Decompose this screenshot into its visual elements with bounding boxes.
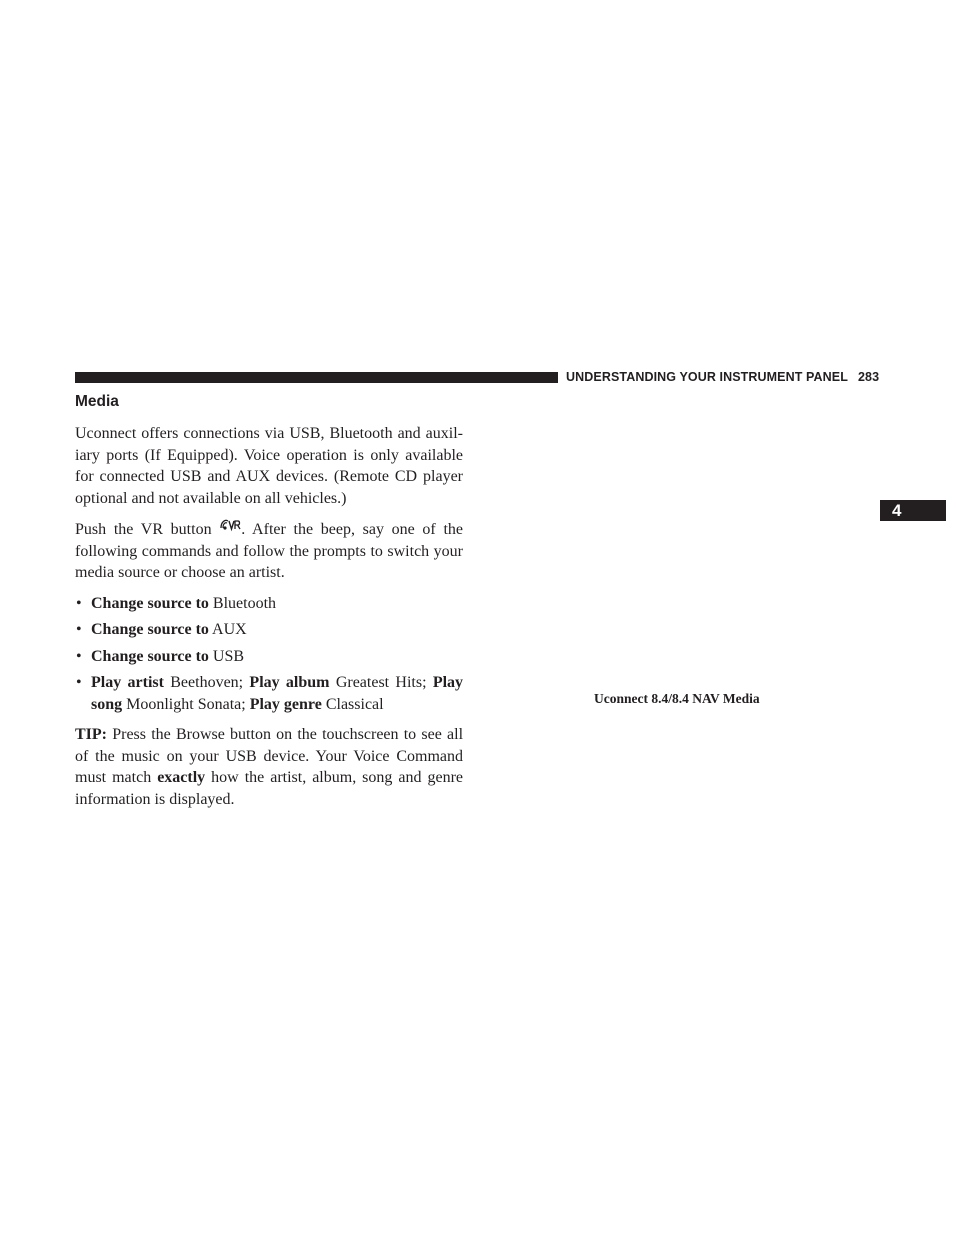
command-label: Change source to (91, 594, 209, 612)
play-artist-label: Play artist (91, 674, 164, 691)
chapter-tab (880, 500, 946, 521)
play-album-value: Greatest Hits; (335, 674, 427, 691)
command-list (75, 593, 463, 716)
play-song-value: Moonlight Sonata; (126, 695, 246, 713)
play-artist-value: Beethoven; (170, 674, 244, 691)
tip-label: TIP: (75, 726, 107, 743)
page-number: 283 (857, 370, 880, 384)
vr-text-before: Push the VR button (75, 521, 212, 538)
list-item (75, 593, 463, 615)
play-album-label: Play album (249, 674, 330, 691)
vr-paragraph (75, 518, 463, 584)
command-value: AUX (212, 621, 247, 638)
command-label: Change source to (91, 647, 209, 665)
list-item (75, 672, 463, 715)
section-title: Media (75, 393, 119, 410)
list-item (75, 619, 463, 641)
voice-recognition-icon (219, 518, 241, 532)
tip-emphasis: exactly (157, 769, 206, 786)
command-value: Bluetooth (212, 594, 277, 612)
tip-text-before: Press the Browse button on the touchscreen to see all of the music on your USB device. Your Voice Command must match (75, 726, 464, 786)
tip-text-after: how the artist, album, song and genre information is displayed. (75, 769, 463, 808)
chapter-number: 4 (892, 501, 902, 520)
play-genre-value: Classical (325, 695, 384, 713)
tip-paragraph (75, 724, 463, 810)
command-label: Change source to (91, 621, 209, 638)
play-genre-label: Play genre (249, 695, 322, 713)
command-value: USB (212, 647, 245, 665)
vr-text-after: . After the beep, say one of the following commands and follow the prompts to switch your media source or choose an artist. (75, 521, 463, 581)
intro-paragraph: Uconnect offers connections via USB, Bluetooth and auxil-iary ports (If Equipped). Voice operation is only available for connected USB and AUX devices. (Remote CD player optional and not available on all vehicles.) (75, 425, 463, 507)
play-song-label: Play song (91, 674, 464, 713)
header-title: UNDERSTANDING YOUR INSTRUMENT PANEL (566, 370, 848, 384)
header-rule (75, 372, 558, 383)
main-column (75, 392, 463, 810)
list-item (75, 646, 463, 668)
figure-caption: Uconnect 8.4/8.4 NAV Media (594, 691, 760, 706)
running-header (566, 370, 879, 384)
